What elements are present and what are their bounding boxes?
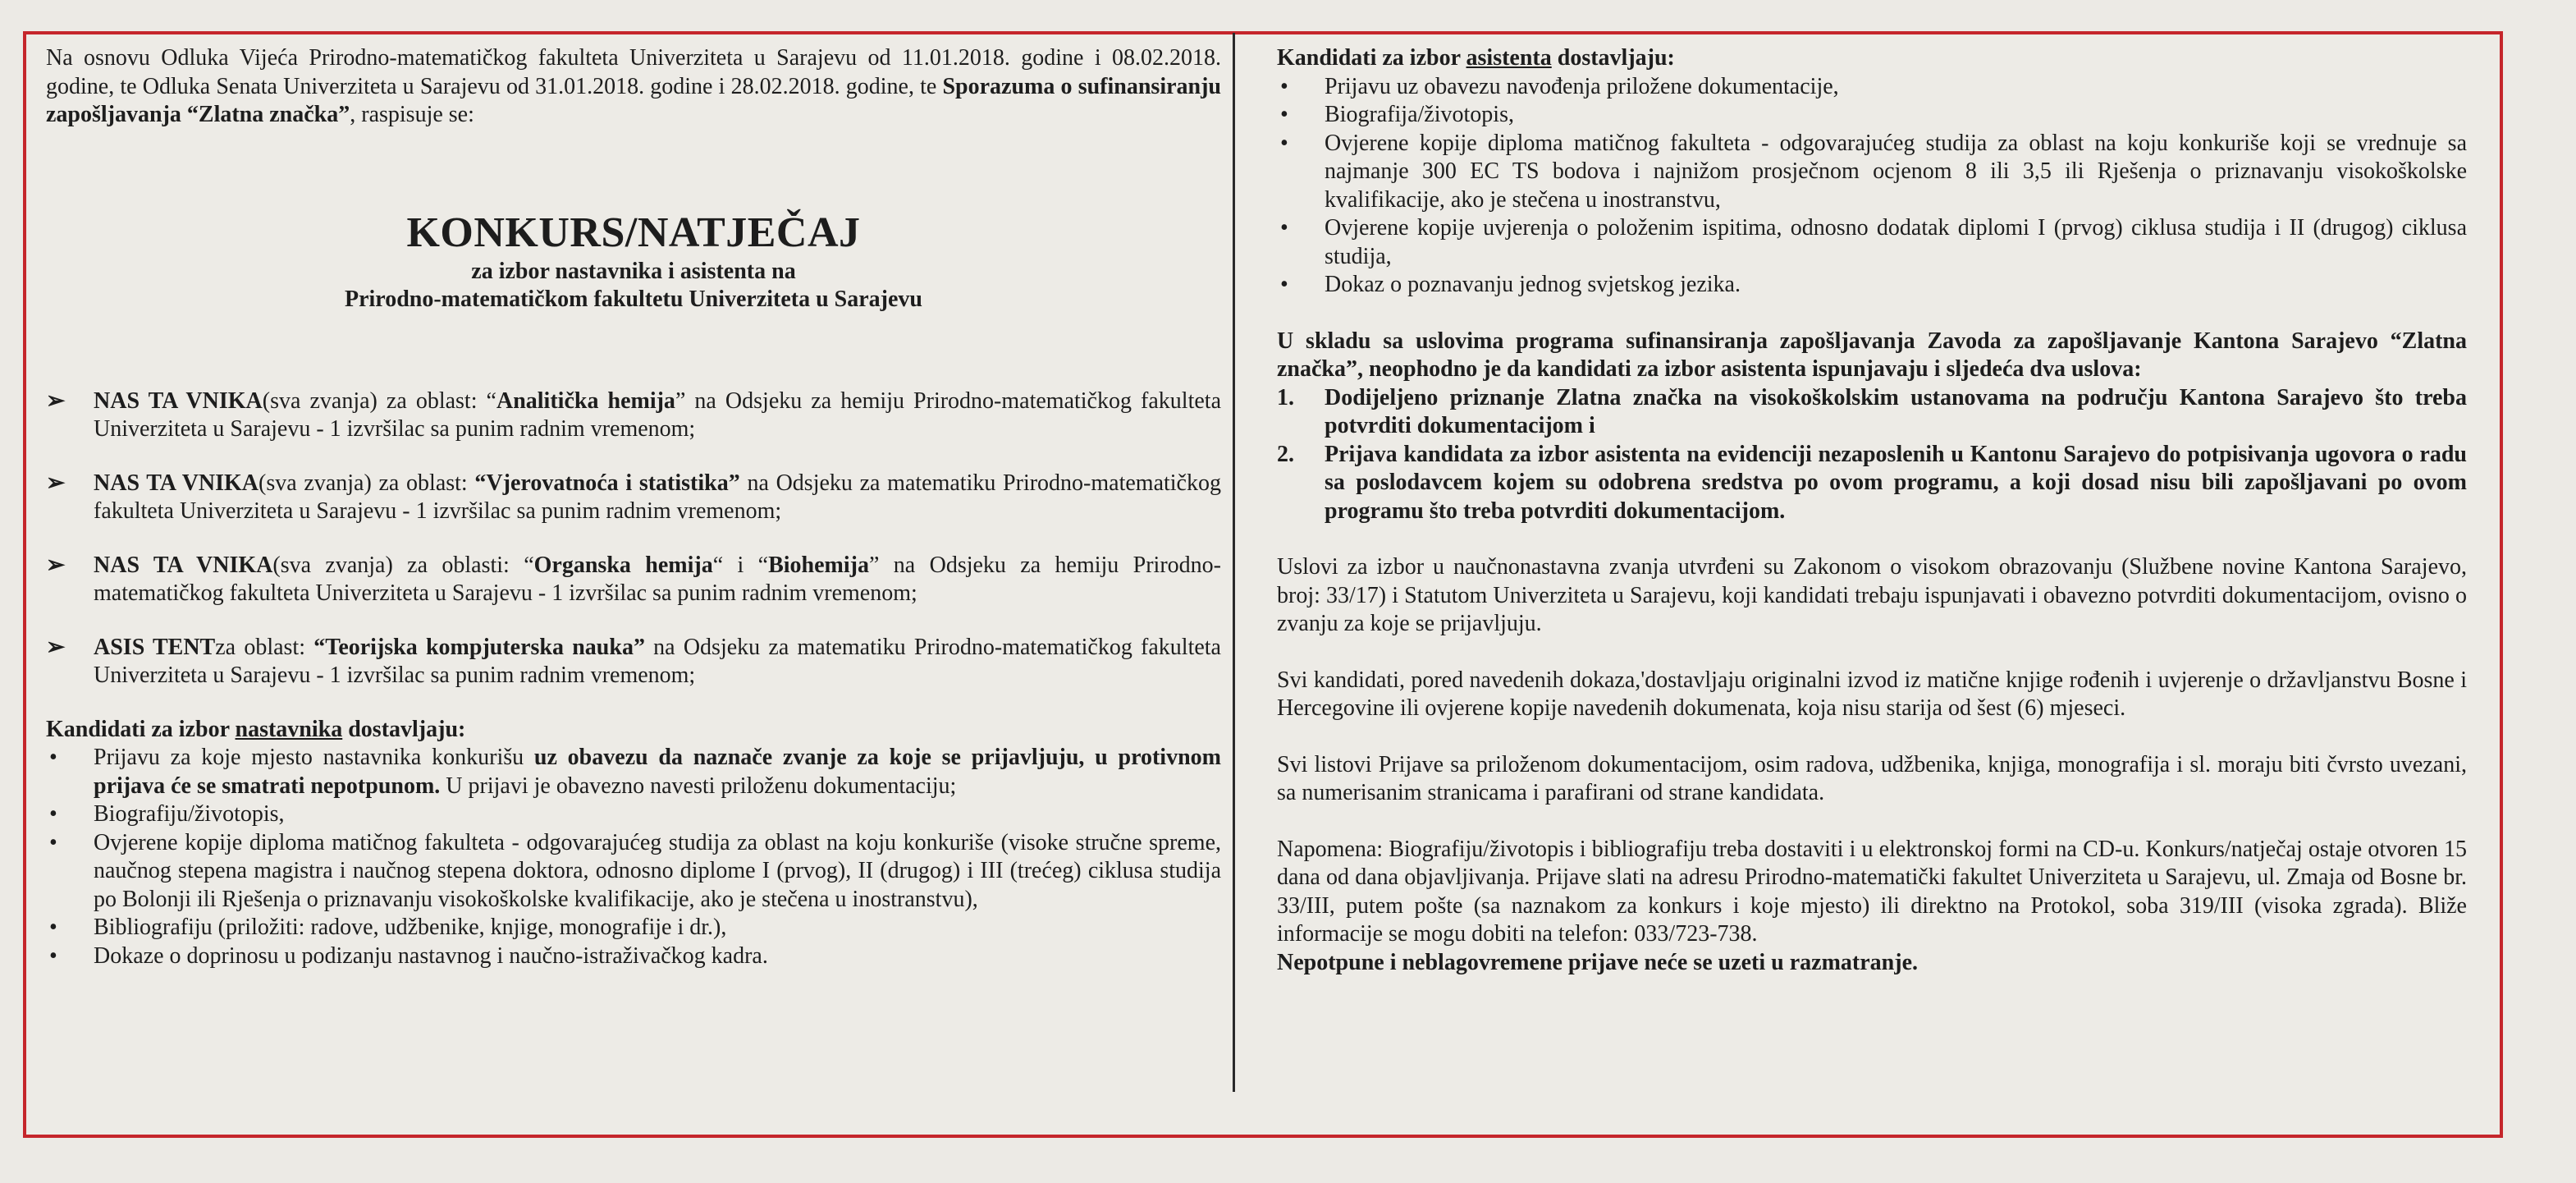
list-item [46,829,1221,915]
intro-text: Na osnovu Odluka Vijeća Prirodno-matematičkog fakulteta Univerziteta u Sarajevu od 11.01.2018. godine i 08.02.2018. godine, te Odluka Senata Univerziteta u Sarajevu od 31.01.2018. godine i 28.02.2018. godine, te [46,45,1221,99]
zlatna-conditions-list [1277,384,2467,526]
list-item [46,470,1221,526]
list-item [46,387,1221,444]
item-text: Dokaz o poznavanju jednog svjetskog jezika. [1325,272,1741,297]
list-item [46,942,1221,971]
item-text: Prijavu uz obavezu navođenja priložene dokumentacije, [1325,73,1839,99]
spacer [1277,723,2467,751]
position-title: NAS TA VNIKA [94,552,273,578]
position-details: na Odsjeku za matematiku Prirodno-matematičkog fakulteta Univerziteta u Sarajevu - 1 izvršilac sa punim radnim vremenom; [94,470,1221,524]
item-text: Bibliografiju (priložiti: radove, udžbenike, knjige, monografije i dr.), [94,915,727,940]
list-item [1277,73,2467,102]
arrow-icon: ➢ [46,552,66,578]
position-field: “Vjerovatnoća i statistika” [474,470,740,496]
list-item [1277,101,2467,130]
position-rank: za oblast: [215,634,314,660]
position-field: Organska hemija [533,552,713,578]
position-connector: “ i “ [712,552,769,578]
position-rank: (sva zvanja) za oblast: [259,470,475,496]
bullet-icon: • [49,915,57,940]
intro-paragraph [46,44,1221,130]
heading-underlined: nastavnika [235,716,343,742]
listovi-paragraph: Svi listovi Prijave sa priloženom dokumentacijom, osim radova, udžbenika, knjiga, monografija i sl. moraju biti čvrsto uvezani, sa numerisanim stranicama i parafirani od strane kandidata. [1277,751,2467,805]
position-field: “Teorijska kompjuterska nauka” [313,634,645,660]
bullet-icon: • [49,829,57,855]
position-field-2: Biohemija [768,552,869,578]
position-details: ” na Odsjeku za hemiju Prirodno-matematičkog fakulteta Univerziteta u Sarajevu - 1 izvršilac sa punim radnim vremenom; [94,387,1221,442]
arrow-icon: ➢ [46,387,66,414]
item-number: 1. [1277,384,1294,410]
nepotpune-note: Nepotpune i neblagovremene prijave neće se uzeti u razmatranje. [1277,949,1918,975]
bullet-icon: • [1280,130,1288,156]
column-divider [1233,33,1235,1092]
bullet-icon: • [1280,215,1288,241]
intro-bold: Sporazuma o sufinansiranju zapošljavanja “Zlatna značka” [46,73,1221,127]
zlatna-intro: U skladu sa uslovima programa sufinansiranja zapošljavanja Zavoda za zapošljavanje Kantona Sarajevo “Zlatna značka”, neophodno je da kandidati za izbor asistenta ispunjavaju i sljedeća dva uslova: [1277,328,2467,382]
item-text: Dodijeljeno priznanje Zlatna značka na visokoškolskim ustanovama na području Kantona Sarajevo što treba potvrditi dokumentacijom i [1325,384,2467,438]
list-item [1277,214,2467,271]
nastavnik-heading [46,716,1221,745]
item-bold: uz obavezu da naznače zvanje za koje se prijavljuju, u protivnom prijava će se smatrati nepotpunom. [94,745,1221,799]
heading-text: Kandidati za izbor [1277,45,1466,71]
list-item [1277,384,2467,441]
item-text-end: U prijavi je obavezno navesti priloženu dokumentaciju; [440,773,957,799]
list-item [46,800,1221,829]
page-title: KONKURS/NATJEČAJ [406,209,861,256]
list-item [1277,271,2467,300]
item-text: Ovjerene kopije diploma matičnog fakulteta - odgovarajućeg studija za oblast na koju konkuriše koji se vrednuje sa najmanje 300 EC TS bodova i najnižom prosječnom ocjenom 8 ili 3,5 ili Rješenja o priznavanju visokoškolske kvalifikacije, ako je stečena u inostranstvu, [1325,130,2467,213]
heading-underlined: asistenta [1466,45,1552,71]
nastavnik-documents-list [46,744,1221,970]
asistent-documents-list [1277,73,2467,300]
item-text: Biografiju/životopis, [94,801,285,827]
position-field: Analitička hemija [496,387,675,414]
arrow-icon: ➢ [46,470,66,496]
uslovi-paragraph: Uslovi za izbor u naučnonastavna zvanja utvrđeni su Zakonom o visokom obrazovanju (Službene novine Kantona Sarajevo, broj: 33/17) i Statutom Univerziteta u Sarajevu, koji kandidati trebaju ispunjavati i obavezno potvrditi dokumentacijom, ovisno o zvanju za koje se prijavljuju. [1277,554,2467,636]
heading-text: Kandidati za izbor [46,716,236,742]
napomena-paragraph: Napomena: Biografiju/životopis i bibliografiju treba dostaviti i u elektronskoj formi na CD-u. Konkurs/natječaj ostaje otvoren 15 dana od dana objavljivanja. Prijave slati na adresu Prirodno-matematički fakultet Univerziteta u Sarajevu, ul. Zmaja od Bosne br. 33/III, putem pošte (sa naznakom za konkurs i koje mjesto) ili direktno na Protokol, soba 319/III (visoka zgrada). Bliže informacije se mogu dobiti na telefon: 033/723-738. [1277,836,2467,947]
spacer [1277,808,2467,836]
item-text: Biografija/životopis, [1325,102,1514,127]
bullet-icon: • [1280,102,1288,127]
item-text: Prijava kandidata za izbor asistenta na evidenciji nezaposlenih u Kantonu Sarajevo do potpisivanja ugovora o radu sa poslodavcem kojem su odobrena sredstva po ovom programu, a koji dosad nisu bili zapošljavani po ovom programu što treba potvrditi dokumentacijom. [1325,441,2467,524]
heading-text-end: dostavljaju: [342,716,466,742]
positions-list [46,387,1221,690]
bullet-icon: • [49,745,57,770]
bullet-icon: • [49,942,57,969]
item-number: 2. [1277,441,1294,467]
position-rank: (sva zvanja) za oblasti: “ [272,552,534,578]
item-text: Ovjerene kopije uvjerenja o položenim ispitima, odnosno dodatak diplomi I (prvog) ciklusa studija i II (drugog) ciklusa studija, [1325,215,2467,269]
intro-text-end: , raspisuje se: [350,102,474,127]
bullet-icon: • [1280,272,1288,297]
position-details: ” na Odsjeku za hemiju Prirodno-matematičkog fakulteta Univerziteta u Sarajevu - 1 izvršilac sa punim radnim vremenom; [94,552,1221,606]
arrow-icon: ➢ [46,634,66,660]
list-item [1277,441,2467,526]
position-title: NAS TA VNIKA [94,470,259,496]
title-subtitle-2: Prirodno-matematičkom fakultetu Univerziteta u Sarajevu [344,286,923,312]
svi-kandidati-paragraph: Svi kandidati, pored navedenih dokaza,'dostavljaju originalni izvod iz matične knjige rođenih i uvjerenje o državljanstvu Bosne i Hercegovine ili ovjerene kopije navedenih dokumenata, koja nisu starija od šest (6) mjeseci. [1277,667,2467,721]
heading-text-end: dostavljaju: [1551,45,1675,71]
list-item [46,914,1221,942]
item-text: Dokaze o doprinosu u podizanju nastavnog i naučno-istraživačkog kadra. [94,942,768,969]
list-item [46,552,1221,608]
position-title: ASIS TENT [94,634,216,660]
spacer [1277,639,2467,667]
title-subtitle-1: za izbor nastavnika i asistenta na [471,258,796,284]
spacer [1277,525,2467,553]
list-item [1277,130,2467,215]
title-block [46,209,1221,314]
spacer [1277,300,2467,328]
position-details: na Odsjeku za matematiku Prirodno-matematičkog fakulteta Univerziteta u Sarajevu - 1 izvršilac sa punim radnim vremenom; [94,634,1221,688]
list-item [46,634,1221,690]
left-column [46,44,1221,970]
position-title: NAS TA VNIKA [94,387,263,414]
asistent-heading [1277,44,2467,73]
item-text: Prijavu za koje mjesto nastavnika konkurišu [94,745,534,770]
list-item [46,744,1221,800]
bullet-icon: • [1280,73,1288,99]
position-rank: (sva zvanja) za oblast: “ [262,387,496,414]
bullet-icon: • [49,801,57,827]
item-text: Ovjerene kopije diploma matičnog fakulteta - odgovarajućeg studija za oblast na koju konkuriše (visoke stručne spreme, naučnog stepena magistra i naučnog stepena doktora, odnosno diplome I (prvog), II (drugog) i III (trećeg) ciklusa studija po Bolonji ili Rješenja o priznavanju visokoškolske kvalifikacije, ako je stečena u inostranstvu), [94,829,1221,912]
right-column [1277,44,2467,977]
